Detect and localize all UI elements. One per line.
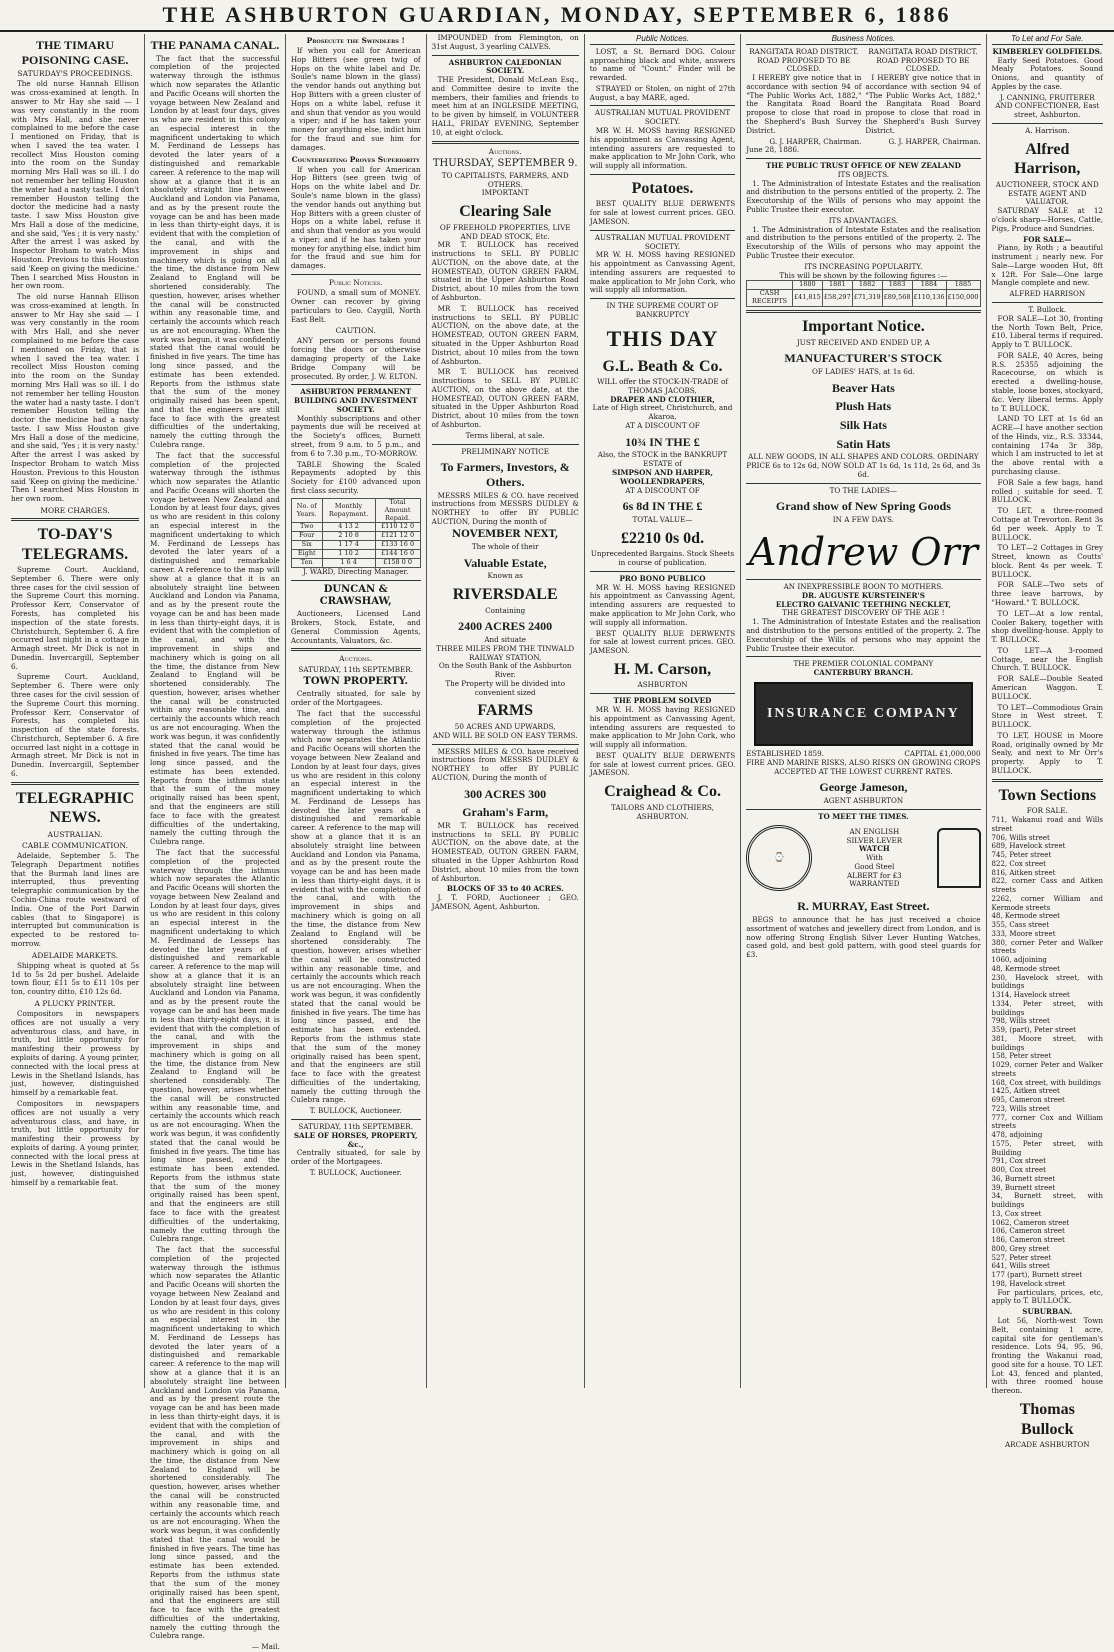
rangitata-body: I HEREBY give notice that in accordance with section 94 of "The Public Works Act, 1882," the Rangitata Road Board propose to close that road in the Shepherd's Bush Survey District. (746, 73, 862, 135)
lot-item: 1060, adjoining (991, 956, 1047, 965)
town-body: Centrally situated, for sale by order of the Mortgagees. (290, 689, 421, 708)
mutual-body: MR W. H. MOSS having RESIGNED his appointment as Canvassing Agent, intending assurers are requested to make application to Mr John Cork, who will supply all information. (589, 126, 736, 171)
lot-item: 723, Wills street (991, 1104, 1050, 1113)
telegrams-body-2: Supreme Court. Auckland, September 6. There were only three cases for the civil session of the Supreme Court this morning. Professor Kerr, Conservator of Forests, has completed his inspection of the state forests. Christchurch, September 6. A fire occurred last night in a cottage in Armagh street. Mr Dick is not in Dunedin. Invercargill, September 6. (11, 672, 140, 779)
rangitata-proposed: ROAD PROPOSED TO BE CLOSED. (757, 55, 851, 74)
australian-heading: AUSTRALIAN. (47, 829, 103, 839)
few-days: IN A FEW DAYS. (832, 515, 894, 524)
popularity-sub: This will be shown by the following figures :— (779, 270, 948, 280)
clearing-body-3: MR T. BULLOCK has received instructions to SELL BY PUBLIC AUCTION, on the above date, at the HOMESTEAD, OUTON GREEN FARM, situated in the Upper Ashburton Road District, about 10 miles from the town of Ashburton. (431, 367, 579, 429)
this-day: THIS DAY (606, 325, 719, 351)
watch-row (746, 821, 980, 895)
lot-item: 689, Havelock street (991, 842, 1066, 851)
lot-item: 1029, corner Peter and Walker streets (991, 1061, 1104, 1078)
gl-beath: G.L. Beath & Co. (602, 357, 723, 375)
list-item: FOR SALE—Lot 30, fronting the North Town Belt, Price, £10. Liberal terms if required. Apply to T. BULLOCK. (991, 313, 1104, 350)
table-header: No. of Years. (291, 498, 322, 523)
panama-title: THE PANAMA CANAL. (150, 38, 280, 52)
lot-item: 359, (part), Peter street (991, 1026, 1076, 1035)
lot-item: 1575, Peter street, with Building (991, 1139, 1104, 1157)
rangitata-title-2: RANGITATA ROAD DISTRICT. (868, 46, 978, 56)
watch-icon: ⌚ (746, 825, 812, 891)
necklet-body: 1. The Administration of Intestate Estates and the realisation and distribution to the persons entitled of the property. 2. The Executorship of the Wills of persons who may appoint the Public Trustee their executor. (746, 617, 981, 653)
table-title: TABLE Showing the Scaled Repayments adopted by this Society for £100 advanced upon first class security. (290, 459, 421, 495)
arcade: ARCADE ASHBURTON (1004, 1440, 1090, 1450)
christchurch: Late of High street, Christchurch, and Akaroa, (592, 403, 733, 422)
town-body-2: The fact that the successful completion of the projected waterway through the isthmus which now separates the Atlantic and Pacific Oceans will shorten the voyage between New Zealand and London by at least four days, gives us who are resident in this colony an especial interest in the magnificent undertaking to which M. Ferdinand de Lesseps has devoted the later years of a distinguished and remarkable career. A reference to the map will show at a glance that it is an absolutely straight line between Auckland and London via Panama, and as by the present route the voyage can be and has been made in less than thirty-eight days, it is evident that with the completion of the canal, and with the improvement in ships and machinery which is going on all the time, the distance from New Zealand to England will be shortened considerably. The question, however, arises whether the canal will be constructed within any reasonable time, and certainly the accounts which reach us are not encouraging. When the work was begun, it was confidently stated that the canal would be finished in five years. The time has long since passed, and the estimate has been extended. Reports from the isthmus state that the sum of the money originally raised has been spent, and that the engineers are still face to face with the greatest difficulties of the undertaking, namely the cutting through the Culebra range. (290, 709, 421, 1105)
watch-text (812, 828, 936, 889)
table-row: Four 2 10 8 £121 12 0 (291, 532, 420, 541)
trust-body-2: 1. The Administration of Intestate Estates and the realisation and distribution to the persons entitled of the property. 2. The Executorship of the Wills of persons who may appoint the Public Trustee their executor. (746, 224, 981, 260)
list-item: TO LET, a three-roomed Cottage at Trevorton. Rent 3s 6d per week. Apply to T. BULLOCK. (991, 506, 1104, 542)
to-ladies: TO THE LADIES— (829, 485, 898, 495)
list-item: TO LET, HOUSE in Moore Road, originally owned by Mr Sealy, and next to Mr Orr's property. Apply to T. BULLOCK. (991, 730, 1104, 776)
thursday: THURSDAY, SEPTEMBER 9. (432, 157, 578, 169)
established: ESTABLISHED 1859. (746, 748, 824, 758)
meet-times: TO MEET THE TIMES. (818, 811, 909, 821)
markets-body: Shipping wheat is quoted at 5s 1d to 5s 2d per bushel. Adelaide town flour, £11 5s to £11 10s per ton, country ditto, £10 12s 6d. (11, 960, 140, 997)
suburban: SUBURBAN. (1022, 1307, 1073, 1317)
caledonian-title: ASHBURTON CALEDONIAN SOCIETY. (448, 57, 562, 76)
lot-item: 711, Wakanui road and Wills street (991, 816, 1104, 833)
kimberley: KIMBERLEY GOLDFIELDS. (992, 46, 1103, 56)
lot-item: 36, Burnett street (991, 1174, 1056, 1183)
cable-heading: CABLE COMMUNICATION. (22, 840, 128, 850)
trust-body: 1. The Administration of Intestate Estates and the realisation and distribution to the persons entitled of the property. 2. The Executorship of the Wills of persons who may appoint the Public Trustee their executor. (746, 178, 981, 215)
advantages: ITS ADVANTAGES. (828, 215, 899, 225)
counterfeiting-title: Counterfeiting Proves Superiority (291, 154, 420, 164)
list-item: FOR SALE, 40 Acres, being R.S. 25355 adjoining the Racecourse, on which is erected a dwelling-house, stable, loose boxes, stockyard, &c. Very liberal terms. Apply to T. BULLOCK. (991, 350, 1104, 413)
bullock-sign: T. BULLOCK, Auctioneer. (309, 1106, 402, 1116)
table-row: 1880 1881 1882 1883 1884 1885 (747, 281, 980, 290)
lot-item: 333, Moore street (991, 929, 1056, 938)
lot-item: 777, corner Cox and William streets (991, 1113, 1104, 1131)
harrison-sub: AUCTIONEER, STOCK AND ESTATE AGENT AND VALUATOR. (995, 179, 1099, 207)
grahams-body: MR T. BULLOCK has received instructions to SELL BY PUBLIC AUCTION, on the above date, at the HOMESTEAD, OUTON GREEN FARM, situated in the Upper Ashburton Road District, about 10 miles from the town of Ashburton. (431, 820, 579, 883)
manufacturer: MANUFACTURER'S STOCK (784, 351, 943, 366)
beaver: Beaver Hats (832, 380, 895, 395)
containing: Containing (485, 605, 526, 615)
lost-dog: LOST, a St. Bernard DOG. Colour approaching black and white, answers to name of "Count." Finder will be rewarded. (589, 46, 736, 83)
bullock-sign-2: T. BULLOCK, Auctioneer. (309, 1167, 402, 1177)
auctions-heading: Auctions. (339, 654, 373, 664)
carson: H. M. Carson, (613, 660, 712, 678)
murray: R. MURRAY, East Street. (797, 899, 930, 914)
received: JUST RECEIVED AND ENDED UP, A (796, 337, 930, 347)
lot-item: 106, Cameron street (991, 1227, 1065, 1236)
markets-heading: ADELAIDE MARKETS. (31, 950, 119, 960)
all-new: ALL NEW GOODS, IN ALL SHAPES AND COLORS. ORDINARY PRICE 6s to 12s 6d, NOW SOLD AT 1s 6d, 1s 11d, 2s 6d, and 3s 6d. (746, 452, 981, 479)
riversdale: RIVERSDALE (452, 586, 558, 604)
caution-body: ANY person or persons found forcing the doors or otherwise damaging property of the Lake Bridge Company will be prosecuted. By order, J. W. ELTON. (290, 336, 421, 381)
saturday-2: SATURDAY, 11th SEPTEMBER. (298, 1121, 414, 1131)
table-header: Total Amount Repaid. (375, 498, 420, 523)
rangitata-row (746, 48, 980, 155)
will-offer: WILL offer the STOCK-IN-TRADE of (597, 377, 728, 387)
horses-body: Centrally situated, for sale by order of the Mortgagees. (290, 1148, 421, 1167)
objects: ITS OBJECTS. (837, 169, 890, 179)
repayment-table (291, 498, 421, 568)
panama-signature: — Mail. (251, 1642, 280, 1652)
impounded: IMPOUNDED from Flemington, on 31st August, 3 yearling CALVES. (431, 33, 579, 51)
thomas-bullock: Thomas Bullock (1019, 1400, 1075, 1438)
cable-body: Adelaide, September 5. The Telegraph Department notifies that the Burmah land lines are interrupted, thus preventing telegraphic communication by the Cochin-China route westward of India. One of the Port Darwin cables (that to Singapore) is interrupted but communication is expected to be restored to-morrow. (11, 851, 140, 948)
watch-label: WATCH (859, 844, 890, 854)
rangitata-proposed-2: ROAD PROPOSED TO BE CLOSED. (876, 55, 970, 74)
more-charges: MORE CHARGES. (40, 505, 110, 515)
lot-item: 381, Moore street, with buildings (991, 1034, 1104, 1052)
table-row: Eight 1 10 2 £144 16 0 (291, 550, 420, 559)
counterfeiting-body: If when you call for American Hop Bitters (see green twig of Hops on the white label and Dr. Soule's name blown in the glass) the vendor hands out anything but Hop Bitters with a green cluster of Hops on a white label, refuse it and shun that vendor as you would a viper; and if he has taken your money for anything else, indict him for the fraud and sue him for damages. (290, 164, 421, 271)
plucky-body: Compositors in newspapers offices are not usually a very adventurous class, and have, in truth, but little opportunity for manifesting their prowess by exploits of daring. A young printer, connected with the local press at Lewis in the Shetland Islands, has just, however, distinguished himself by a remarkable feat. (11, 1009, 140, 1098)
farmers: TO CAPITALISTS, FARMERS, AND OTHERS. (441, 170, 569, 189)
caution-title: CAUTION. (335, 326, 376, 336)
lot-item: 380, corner Peter and Walker streets (991, 938, 1104, 956)
duncan-title: DUNCAN & CRAWSHAW, (319, 583, 392, 608)
poisoning-body: The old nurse Hannah Ellison was cross-examined at length. In answer to Mr Hay she said — I was very constantly in the room with Mrs Hall, and she never complained to me before the case I mentioned on Friday, that is when I saved the tea water. I recollect Miss Houston coming into the room on the Sunday morning Mrs Hall was so ill. I do not remember her telling Houston the water had a nasty taste. I don't remember Houston telling the doctor the medicine had a nasty taste. I saw Miss Houston give Mrs Hall a dose of the medicine, and she said, 'Yes ; it is very nasty.' After the arrest I was asked by Inspector Broham to watch Miss Houston. Previous to this Houston said 'Keep on giving the medicine.' Then I searched Miss Houston in her own room. (11, 79, 140, 291)
boon: AN INEXPRESSIBLE BOON TO MOTHERS. (783, 582, 944, 592)
agent: AGENT ASHBURTON (823, 795, 904, 805)
manager: J. WARD, Directing Manager. (302, 567, 409, 577)
greatest: THE GREATEST DISCOVERY OF THE AGE ! (782, 608, 945, 618)
poisoning-subtitle: SATURDAY'S PROCEEDINGS. (17, 69, 133, 79)
lot-item: 641, Wills street (991, 1262, 1050, 1271)
problem-body-2: BEST QUALITY BLUE DERWENTS for sale at lowest current prices. GEO. JAMESON. (589, 750, 736, 778)
lot-item: 355, Cass street (991, 921, 1050, 930)
to-let-header: To Let and For Sale. (992, 34, 1103, 45)
andrew-orr-signature: Andrew Orr (748, 529, 978, 574)
forsale-body: Piano, by Roth ; a beautiful instrument ; nearly new. For Sale—Large wooden Hut, 8ft x 12ft. For Sale—One large Mangle complete and new. (991, 243, 1104, 288)
telegrams-body: Supreme Court. Auckland, September 6. There were only three cases for the civil session of the Supreme Court this morning. Professor Kerr, Conservator of Forests, has completed his inspection of the state forests. Christchurch, September 6. A fire occurred last night in a cottage in Armagh street. Mr Dick is not in Dunedin. Invercargill, September 6. (11, 565, 140, 671)
columns (6, 33, 1108, 1652)
lot-item: 800, Grey street (991, 1244, 1050, 1253)
lot-item: 48, Kermode street (991, 964, 1060, 973)
list-item: FOR Sale a few bags, hand rolled ; suitable for seed. T. BULLOCK. (991, 477, 1104, 505)
lot-item: 822, Cox street (991, 859, 1046, 868)
panama-body-4: The fact that the successful completion of the projected waterway through the isthmus which now separates the Atlantic and Pacific Oceans will shorten the voyage between New Zealand and London by at least four days, gives us who are resident in this colony an especial interest in the magnificent undertaking to which M. Ferdinand de Lesseps has devoted the later years of a distinguished and remarkable career. A reference to the map will show at a glance that it is an absolutely straight line between Auckland and London via Panama, and as by the present route the voyage can be and has been made in less than thirty-eight days, it is evident that with the completion of the canal, and with the improvement in ships and machinery which is going on all the time, the distance from New Zealand to England will be shortened considerably. The question, however, arises whether the canal will be constructed within any reasonable time, and certainly the accounts which reach us are not encouraging. When the work was begun, it was confidently stated that the canal would be finished in five years. The time has long since passed, and the estimate has been extended. Reports from the isthmus state that the sum of the money originally raised has been spent, and that the engineers are still face to face with the greatest difficulties of the undertaking, namely the cutting through the Culebra range. (150, 1245, 280, 1641)
farms: FARMS (477, 702, 534, 720)
date: June 28, 1886. (746, 145, 800, 155)
lot-item: 198, Havelock street (991, 1279, 1066, 1288)
clearing-body: MR T. BULLOCK has received instructions to SELL BY PUBLIC AUCTION, on the above date, at the HOMESTEAD, OUTON GREEN FARM, situated in the Upper Ashburton Road District, about 10 miles from the town of Ashburton. (431, 240, 579, 303)
column-2 (145, 34, 286, 1652)
fire-risks: FIRE AND MARINE RISKS, ALSO RISKS ON GROWING CROPS ACCEPTED AT THE LOWEST CURRENT RATES. (746, 757, 981, 776)
lot-item: 478, adjoining (991, 1131, 1043, 1140)
lot-item: 1314, Havelock street (991, 991, 1070, 1000)
telegraphic-title: TELEGRAPHIC NEWS. (15, 789, 135, 827)
clock-icon (937, 828, 981, 888)
lot-item: 48, Kermode street (991, 912, 1060, 921)
plush: Plush Hats (835, 399, 892, 414)
list-item: TO LET—At a low rental, Cooler Bakery, together with shop dwelling-house. Apply to T. BULLOCK. (991, 608, 1104, 645)
miles-body: MESSRS MILES & CO. have received instructions from MESSRS DUDLEY & NORTHEY to offer BY PUBLIC AUCTION, During the month of (431, 490, 579, 526)
prelim: PRELIMINARY NOTICE (461, 446, 549, 456)
harrison: Alfred Harrison, (1014, 140, 1081, 178)
trust-title: THE PUBLIC TRUST OFFICE OF NEW ZEALAND (765, 161, 961, 171)
pro-body-2: BEST QUALITY BLUE DERWENTS for sale at lowest current prices. GEO. JAMESON. (589, 628, 736, 656)
lot-item: 527, Peter street (991, 1253, 1052, 1262)
mutual-title: AUSTRALIAN MUTUAL PROVIDENT SOCIETY. (594, 108, 731, 127)
lot-item: 158, Peter street (991, 1052, 1052, 1061)
swindlers-title: Prosecute the Swindlers ! (306, 36, 405, 45)
clearing-body-2: MR T. BULLOCK has received instructions to SELL BY PUBLIC AUCTION, on the above date, at the HOMESTEAD, OUTON GREEN FARM, situated in the Upper Ashburton Road District, about 10 miles from the town of Ashburton. (431, 303, 579, 366)
lot-item: 822, corner Cass and Aitken streets (991, 877, 1104, 895)
with: With (865, 853, 883, 863)
amp-title: AUSTRALIAN MUTUAL PROVIDENT SOCIETY. (594, 232, 731, 251)
popularity-table (746, 280, 980, 307)
poisoning-body-2: The old nurse Hannah Ellison was cross-examined at length. In answer to Mr Hay she said — I was very constantly in the room with Mrs Hall, and she never complained to me before the case I mentioned on Friday, that is when I saved the tea water. I recollect Miss Houston coming into the room on the Sunday morning Mrs Hall was so ill. I do not remember her telling Houston the water had a nasty taste. I don't remember Houston telling the doctor the medicine had a nasty taste. I saw Miss Houston give Mrs Hall a dose of the medicine, and she said, 'Yes ; it is very nasty.' After the arrest I was asked by Inspector Broham to watch Miss Houston. Previous to this Houston said 'Keep on giving the medicine.' Then I searched Miss Houston in her own room. (11, 292, 140, 504)
lot-item: 745, Peter street (991, 851, 1052, 860)
suburban-body: Lot 56, North-west Town Belt, containing 1 acre, capital site for gentleman's residence. Lots 94, 95, 96, fronting the Wakanui road, good site for a house. TO LET. Lot 43, fenced and planted, with three roomed house thereon. (991, 1315, 1104, 1396)
harrison-small: A. Harrison. (1025, 126, 1070, 135)
list-item: TO LET—A 3-roomed Cottage, near the English Church. T. BULLOCK. (991, 645, 1104, 673)
lot-item: 798, Wills street (991, 1017, 1050, 1026)
craighead: Craighead & Co. (604, 783, 721, 801)
swindlers-body: If when you call for American Hop Bitters (see green twig of Hops on the white label and Dr. Soule's name blown in the glass) the vendor hands out anything but Hop Bitters with a green cluster of Hops on a white label, refuse it and shun that vendor as you would a viper; and if he has taken your money for anything else, indict him for the fraud and sue him for damages. (290, 46, 421, 152)
harrison-sale: SATURDAY SALE at 12 o'clock sharp—Horses, Cattle, Pigs, Produce and Sundries. (991, 206, 1104, 233)
total-value: TOTAL VALUE— (632, 514, 693, 524)
lot-item: 168, Cox street, with buildings (991, 1078, 1101, 1087)
lot-item: 177 (part), Burnett street (991, 1271, 1083, 1280)
public-notices-title: Public Notices. (328, 278, 383, 288)
important-notice: Important Notice. (802, 318, 925, 336)
society-title: ASHBURTON PERMANENT BUILDING AND INVESTMENT SOCIETY. (294, 387, 418, 414)
masthead: THE ASHBURTON GUARDIAN, MONDAY, SEPTEMBER 6, 1886 (0, 0, 1114, 32)
lot-item: 800, Cox street (991, 1166, 1046, 1175)
amp-body: MR W. H. MOSS having RESIGNED his appointment as Canvassing Agent, intending assurers are requested to make application to Mr John Cork, who will supply all information. (589, 250, 736, 295)
november: NOVEMBER NEXT, (452, 528, 559, 540)
silk: Silk Hats (839, 418, 887, 432)
lot-item: 1334, Peter street, with buildings (991, 999, 1104, 1017)
acres: 2400 ACRES 2400 (458, 619, 553, 634)
column-3 (286, 34, 427, 1388)
poisoning-title: THE TIMARU POISONING CASE. (21, 38, 129, 67)
insurance-label: INSURANCE COMPANY (766, 706, 960, 722)
insurance-logo (754, 682, 972, 746)
three-hundred: 300 ACRES 300 (464, 786, 547, 801)
harper-2: G. J. HARPER, Chairman. (888, 136, 981, 146)
column-5 (585, 34, 741, 1388)
horses-sale: SALE OF HORSES, PROPERTY, &c., (293, 1130, 418, 1149)
town-sections: Town Sections (998, 786, 1097, 804)
bullock-small: T. Bullock. (1028, 304, 1067, 314)
amount: £2210 0s 0d. (620, 529, 705, 547)
also: Also, the STOCK in the BANKRUPT ESTATE of (597, 450, 728, 469)
lots-list (992, 816, 1103, 1289)
society-body: Monthly subscriptions and other payments due will be received at the Society's offices, Burnett street, from 9 a.m. to 5 p.m., and from 6 to 7.30 p.m., TO-MORROW. (290, 413, 421, 458)
kursteiner: DR. AUGUSTE KURSTEINER'S (801, 590, 925, 600)
railway: THREE MILES FROM THE TINWALD RAILWAY STATION, (436, 643, 575, 662)
table-row: Two 4 13 2 £110 12 0 (291, 523, 420, 532)
lot-item: 695, Cameron street (991, 1096, 1065, 1105)
lot-item: 186, Cameron street (991, 1236, 1065, 1245)
for-sale: FOR SALE. (1026, 806, 1068, 816)
table-row: CASH RECEIPTS £41,815 £58,297 £71,319 £89,568 £110,136 £150,000 (747, 290, 980, 307)
caledonian-body: THE President, Donald McLean Esq., and Committee desire to invite the members, their families and friends to meet him at an INGLESIDE MEETING, to be given by himself, in VOLUNTEER HALL, FRIDAY EVENING, September 10, at eight o'clock. (431, 75, 579, 137)
blocks: BLOCKS OF 35 to 40 ACRES. (446, 884, 564, 894)
good-steel: Good Steel (854, 861, 895, 871)
duncan-body: Auctioneers, Licensed Land Brokers, Stock, Estate, and General Commission Agents, Accountants, Valuators, &c. (290, 609, 421, 645)
ladies-hats: OF LADIES' HATS, at 1s 6d. (812, 366, 915, 376)
divided: The Property will be divided into convenient sized (445, 678, 566, 697)
necklet: ELECTRO GALVANIC TEETHING NECKLET, (775, 599, 951, 609)
table-row: Six 1 17 4 £133 16 0 (291, 541, 420, 550)
lot-item: 2262, corner William and Kermode streets (991, 894, 1104, 912)
table-header: Monthly Repayment. (322, 498, 375, 523)
town-property: TOWN PROPERTY. (303, 676, 408, 688)
simpson: SIMPSON AND HARPER, WOOLLENDRAPERS, (611, 468, 714, 486)
list-item: FOR SALE—Two sets of three leave harrows, by "Howard." T. BULLOCK. (991, 580, 1104, 607)
lot-item: 791, Cox street (991, 1157, 1046, 1166)
panama-body-3: The fact that the successful completion of the projected waterway through the isthmus which now separates the Atlantic and Pacific Oceans will shorten the voyage between New Zealand and London by at least four days, gives us who are resident in this colony an especial interest in the magnificent undertaking to which M. Ferdinand de Lesseps has devoted the later years of a distinguished and remarkable career. A reference to the map will show at a glance that it is an absolutely straight line between Auckland and London via Panama, and as by the present route the voyage can be and has been made in less than thirty-eight days, it is evident that with the completion of the canal, and with the improvement in ships and machinery which is going on all the time, the distance from New Zealand to England will be shortened considerably. The question, however, arises whether the canal will be constructed within any reasonable time, and certainly the accounts which reach us are not encouraging. When the work was begun, it was confidently stated that the canal would be finished in five years. The time has long since passed, and the estimate has been extended. Reports from the isthmus state that the sum of the money originally raised has been spent, and that the engineers are still face to face with the greatest difficulties of the undertaking, namely the cutting through the Culebra range. (150, 847, 280, 1244)
lot-item: 39, Burnett street (991, 1183, 1056, 1192)
premier: THE PREMIER COLONIAL COMPANY (793, 659, 934, 669)
kimberley-body: Early Seed Potatoes. Good Mealy Potatoes. Sound Onions, and quantity of Apples by the case. (991, 55, 1104, 91)
particulars: For particulars, prices, etc, apply to T. BULLOCK. (991, 1287, 1104, 1306)
unprecedented: Unprecedented Bargains. Stock Sheets in course of publication. (590, 549, 735, 568)
list-item: TO LET—Commodious Grain Store in West street. T. BULLOCK. (991, 702, 1104, 730)
valuable: Valuable Estate, (463, 555, 547, 570)
list-item: FOR SALE—Double Seated American Waggon. T. BULLOCK. (991, 674, 1104, 701)
list-item: TO LET—2 Cottages in Grey Street, known as Coutts' block. Rent 4s per week. T. BULLOCK. (991, 543, 1104, 579)
table-row: Ten 1 6 4 £158 0 0 (291, 559, 420, 568)
albert: ALBERT for £3 (847, 870, 902, 880)
important: IMPORTANT (481, 188, 529, 198)
murray-body: BEGS to announce that he has just received a choice assortment of watches and jewellery direct from London, and is now offering Strong English Silver Lever Hunting Watches, cased gold, and best gold pattern, with good steel guards for £3. (746, 915, 981, 960)
easy-terms: AND WILL BE SOLD ON EASY TERMS. (432, 730, 578, 740)
telegrams-title: TO-DAY'S TELEGRAMS. (21, 526, 129, 563)
lot-item: 230, Havelock street, with buildings (991, 973, 1104, 991)
fifty-acres: 50 ACRES AND UPWARDS, (454, 721, 556, 731)
ashburton: ASHBURTON (637, 680, 688, 690)
panama-body: The fact that the successful completion of the projected waterway through the isthmus which now separates the Atlantic and Pacific Oceans will shorten the voyage between New Zealand and London by at least four days, gives us who are resident in this colony an especial interest in the magnificent undertaking to which M. Ferdinand de Lesseps has devoted the later years of a distinguished and remarkable career. A reference to the map will show at a glance that it is an absolutely straight line between Auckland and London via Panama, and as by the present route the voyage can be and has been made in less than thirty-eight days, it is evident that with the completion of the canal, and with the improvement in ships and machinery which is going on all the time, the distance from New Zealand to England will be shortened considerably. The question, however, arises whether the canal will be constructed within any reasonable time, and certainly the accounts which reach us are not encouraging. When the work was begun, it was confidently stated that the canal would be finished in five years. The time has long since passed, and the estimate has been extended. Reports from the isthmus state that the sum of the money originally raised has been spent, and that the engineers are still face to face with the greatest difficulties of the undertaking, namely the cutting through the Culebra range. (150, 53, 280, 449)
grahams-farm: Graham's Farm, (462, 805, 549, 820)
potatoes-title: Potatoes. (631, 179, 694, 197)
whole: The whole of their (471, 541, 539, 551)
rangitata-right (865, 48, 980, 155)
harrison-end: ALFRED HARRISON (1009, 289, 1086, 299)
investors: To Farmers, Investors, & Others. (440, 460, 570, 489)
problem-solved: THE PROBLEM SOLVED (613, 696, 712, 706)
silver-lever: SILVER LEVER (846, 835, 903, 845)
harper: G. J. HARPER, Chairman. (769, 136, 862, 146)
rangitata-title: RANGITATA ROAD DISTRICT. (749, 46, 859, 56)
ten-in-pound: 10¾ IN THE £ (625, 434, 700, 449)
canterbury: CANTERBURY BRANCH. (813, 668, 914, 678)
situate: And situate (484, 634, 526, 644)
terms: Terms liberal, at sale. (465, 430, 545, 440)
warranted: WARRANTED (849, 879, 900, 889)
pro-bono: PRO BONO PUBLICO (619, 573, 706, 583)
rangitata-body-2: I HEREBY give notice that in accordance with section 94 of "The Public Works Act, 1882," the Rangitata Road Board propose to close that road in the Shepherd's Bush Survey District. (865, 73, 981, 135)
public-notices-header: Public Notices. (590, 34, 735, 45)
problem-body: MR W. H. MOSS having RESIGNED his appointment as Canvassing Agent, intending assurers are requested to make application to Mr John Cork, who will supply all information. (589, 704, 736, 750)
english: AN ENGLISH (849, 826, 900, 836)
jameson: George Jameson, (819, 780, 908, 795)
tailors: TAILORS AND CLOTHIERS, ASHBURTON. (611, 802, 714, 821)
popularity: ITS INCREASING POPULARITY. (804, 261, 923, 271)
panama-body-2: The fact that the successful completion of the projected waterway through the isthmus which now separates the Atlantic and Pacific Oceans will shorten the voyage between New Zealand and London by at least four days, gives us who are resident in this colony an especial interest in the magnificent undertaking to which M. Ferdinand de Lesseps has devoted the later years of a distinguished and remarkable career. A reference to the map will show at a glance that it is an absolutely straight line between Auckland and London via Panama, and as by the present route the voyage can be and has been made in less than thirty-eight days, it is evident that with the completion of the canal, and with the improvement in ships and machinery which is going on all the time, the distance from New Zealand to England will be shortened considerably. The question, however, arises whether the canal will be constructed within any reasonable time, and certainly the accounts which reach us are not encouraging. When the work was begun, it was confidently stated that the canal would be finished in five years. The time has long since passed, and the estimate has been extended. Reports from the isthmus state that the sum of the money originally raised has been spent, and that the engineers are still face to face with the greatest difficulties of the undertaking, namely the cutting through the Culebra range. (150, 450, 280, 847)
rangitata-left (746, 48, 861, 155)
draper: DRAPER AND CLOTHIER, (610, 394, 715, 404)
column-1 (6, 34, 145, 1388)
capital: CAPITAL £1,000,000 (904, 748, 981, 758)
column-7 (987, 34, 1108, 1450)
column-6 (741, 34, 986, 1388)
business-notices-header: Business Notices. (746, 34, 980, 45)
plucky-heading: A PLUCKY PRINTER. (34, 998, 116, 1008)
miles-body-2: MESSRS MILES & CO. have received instructions from MESSRS DUDLEY & NORTHEY to offer BY PUBLIC AUCTION, During the month of (431, 746, 579, 782)
grand-show: Grand show of New Spring Goods (775, 499, 951, 514)
lot-item: 1425, Aitken street (991, 1087, 1060, 1096)
jacobs: THOMAS JACOBS, (628, 385, 697, 395)
saturday: SATURDAY, 11th SEPTEMBER. (298, 664, 414, 674)
column-4 (427, 34, 585, 1388)
pro-body: MR W. H. MOSS having RESIGNED his appointment as Canvassing Agent, intending assurers are requested to make application to Mr John Cork, who will supply all information. (589, 582, 736, 627)
list-item: LAND TO LET at 1s 6d an ACRE—I have another section of the Hinds, viz., R.S. 33344, containing 174a 3r 38p, which I am instructed to let at the above rental with a purchasing clause. (991, 414, 1104, 477)
satin: Satin Hats (836, 436, 891, 451)
canning: J. CANNING, FRUITERER AND CONFECTIONER, East street, Ashburton. (995, 92, 1100, 120)
discount: AT A DISCOUNT OF (625, 421, 700, 431)
strayed-mare: STRAYED or Stolen, on night of 27th August, a bay MARE, aged. (589, 83, 736, 102)
potatoes-body: BEST QUALITY BLUE DERWENTS for sale at lowest current prices. GEO. JAMESON. (589, 199, 736, 226)
lot-item: 706, Wills street (991, 833, 1050, 842)
auctions-header: Auctions. (488, 146, 522, 156)
freehold: OF FREEHOLD PROPERTIES, LIVE AND DEAD STOCK, Etc. (439, 222, 571, 241)
bankruptcy: IN THE SUPREME COURT OF BANKRUPTCY (606, 301, 719, 320)
lot-item: 34, Burnett street, with buildings (991, 1192, 1104, 1210)
south-bank: On the South Bank of the Ashburton River. (438, 661, 572, 680)
discount-2: AT A DISCOUNT OF (625, 485, 700, 495)
lot-item: 13, Cox street (991, 1209, 1042, 1218)
plucky-body-2: Compositors in newspapers offices are not usually a very adventurous class, and have, in truth, but little opportunity for manifesting their prowess by exploits of daring. A young printer, connected with the local press at Lewis in the Shetland Islands, has just, however, distinguished himself by a remarkable feat. (11, 1098, 140, 1187)
six-in-pound: 6s 8d IN THE £ (622, 499, 703, 514)
ford: J. T. FORD, Auctioneer ; GEO. JAMESON, Agent, Ashburton. (431, 893, 579, 911)
known: Known as (487, 571, 523, 581)
lot-item: 816, Aitken street (991, 868, 1056, 877)
lot-item: 1062, Cameron street (991, 1218, 1070, 1227)
forsale: FOR SALE— (1023, 234, 1072, 244)
clearing-sale: Clearing Sale (459, 203, 552, 221)
found-notice: FOUND, a small sum of MONEY. Owner can recover by giving particulars to Geo. Caygill, North East Belt. (290, 288, 421, 324)
